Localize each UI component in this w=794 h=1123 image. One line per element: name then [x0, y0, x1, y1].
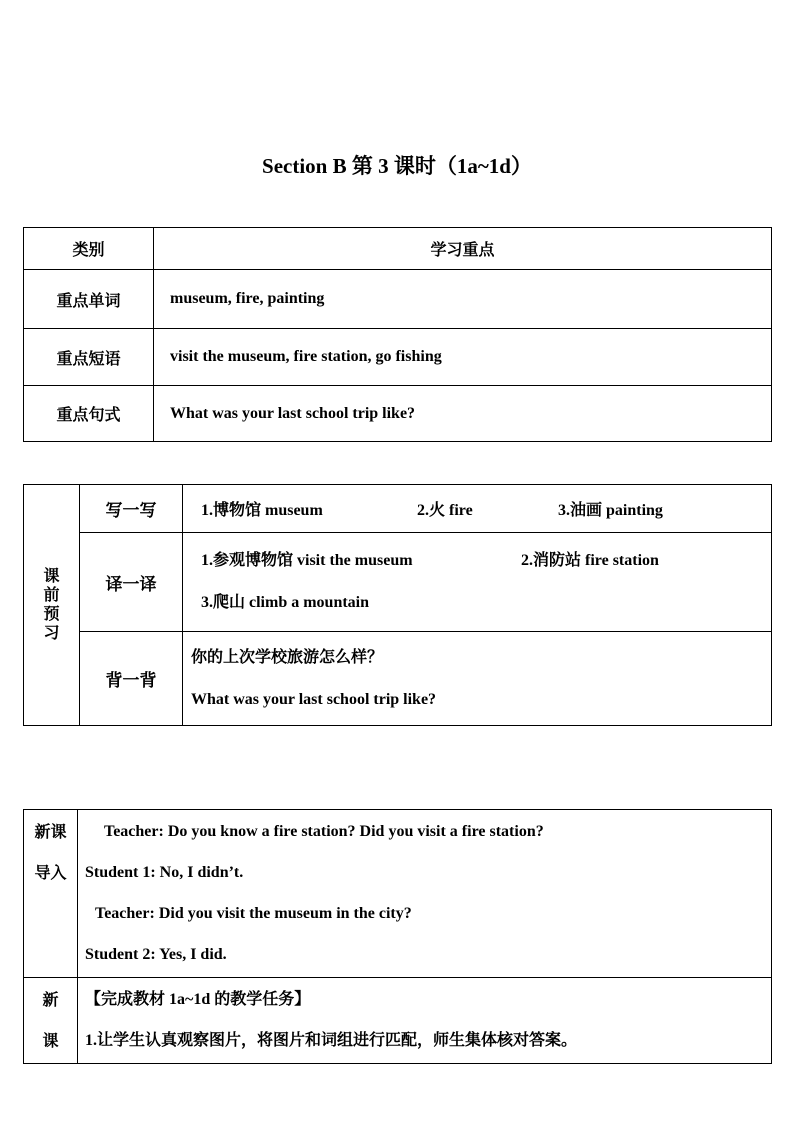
- row-value: museum, fire, painting: [154, 270, 772, 329]
- row-label: 重点单词: [24, 270, 154, 329]
- intro-line: Teacher: Did you visit the museum in the city?: [95, 905, 412, 922]
- translate-item: 1.参观博物馆 visit the museum: [201, 552, 413, 569]
- row-label: 重点短语: [24, 329, 154, 386]
- recite-line-en: What was your last school trip like?: [191, 690, 437, 708]
- new-lesson-line: 1.让学生认真观察图片，将图片和词组进行匹配，师生集体核对答案。: [85, 1032, 578, 1049]
- write-label: 写一写: [80, 485, 183, 533]
- recite-line-zh: 你的上次学校旅游怎么样？: [191, 648, 384, 666]
- new-lesson-row: [24, 978, 772, 1064]
- intro-line: Student 2: Yes, I did.: [85, 946, 227, 963]
- lesson-table: [23, 809, 772, 1064]
- write-items: [183, 485, 772, 533]
- write-item: 1.博物馆 museum: [201, 502, 323, 519]
- translate-item: 2.消防站 fire station: [521, 552, 659, 569]
- translate-row: [24, 533, 772, 632]
- write-row: [24, 485, 772, 533]
- translate-items: [183, 533, 772, 632]
- header-focus: 学习重点: [154, 228, 772, 270]
- header-category: 类别: [24, 228, 154, 270]
- table-row: [24, 270, 772, 329]
- table-row: [24, 386, 772, 442]
- intro-line: Student 1: No, I didn’t.: [85, 864, 244, 881]
- row-label: 重点句式: [24, 386, 154, 442]
- focus-table: [23, 227, 772, 442]
- recite-row: [24, 632, 772, 726]
- new-lesson-side-label: 新 课: [24, 978, 78, 1064]
- row-value: What was your last school trip like?: [154, 386, 772, 442]
- translate-label: 译一译: [80, 533, 183, 632]
- intro-side-label: 新课 导入: [24, 810, 78, 978]
- write-item: 3.油画 painting: [558, 502, 663, 519]
- intro-content: [78, 810, 772, 978]
- translate-item: 3.爬山 climb a mountain: [201, 594, 370, 611]
- focus-table-header: [24, 228, 772, 270]
- table-row: [24, 329, 772, 386]
- row-value: visit the museum, fire station, go fishing: [154, 329, 772, 386]
- write-item: 2.火 fire: [417, 502, 473, 519]
- new-lesson-content: [78, 978, 772, 1064]
- recite-label: 背一背: [80, 632, 183, 726]
- preview-side-label: 课 前 预 习: [24, 485, 80, 726]
- intro-line: Teacher: Do you know a fire station? Did you visit a fire station?: [104, 823, 544, 840]
- recite-content: [183, 632, 772, 726]
- preview-table: [23, 484, 772, 726]
- intro-row: [24, 810, 772, 978]
- new-lesson-line: 【完成教材 1a~1d 的教学任务】: [85, 991, 311, 1008]
- page-title: Section B 第 3 课时（1a~1d）: [262, 154, 532, 178]
